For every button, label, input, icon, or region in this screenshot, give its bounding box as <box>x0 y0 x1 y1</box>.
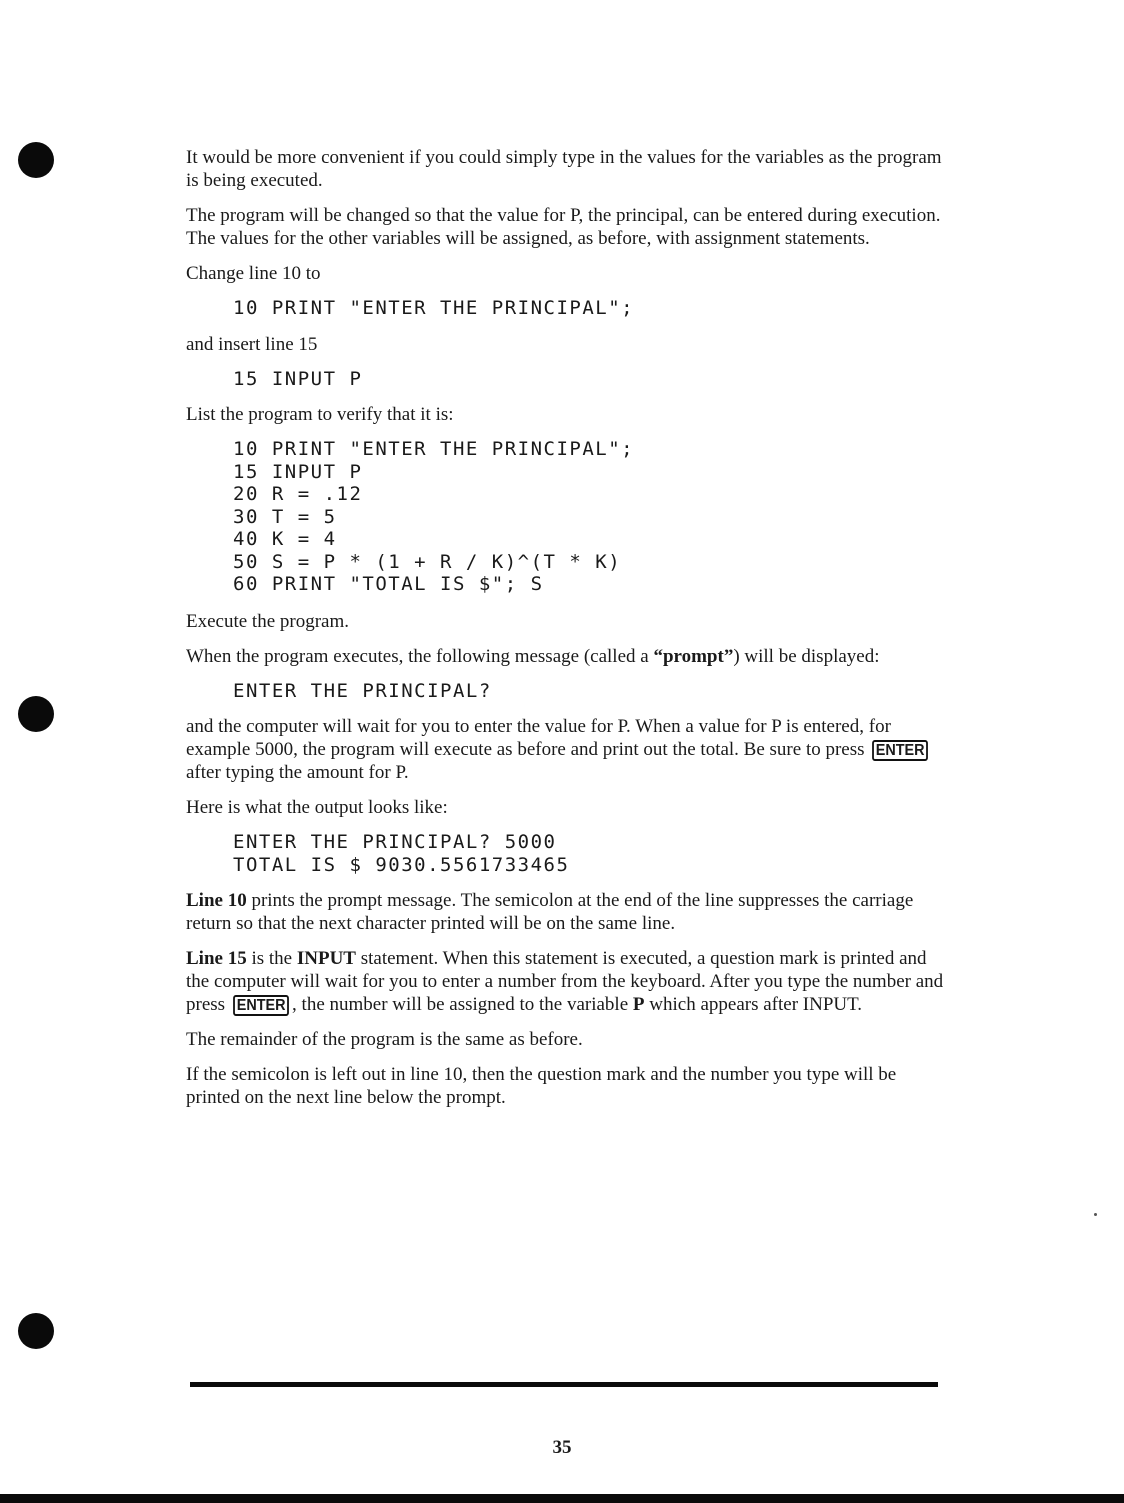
paragraph-change-program: The program will be changed so that the value for P, the principal, can be entered during execution. The values for the other variables will be assigned, as before, with assignment statements. <box>186 205 941 249</box>
paragraph-intro: It would be more convenient if you could simply type in the values for the variables as the program is being executed. <box>186 147 942 191</box>
wait-text-before: and the computer will wait for you to enter the value for P. When a value for P is entered, for example 5000, the program will execute as before and print out the total. Be sure to press <box>186 716 891 760</box>
line15-label: Line 15 <box>186 948 247 969</box>
line15-text-4: which appears after INPUT. <box>644 994 863 1015</box>
code-line-15: 15 INPUT P <box>233 367 363 390</box>
footer-rule <box>190 1382 938 1387</box>
code-output: ENTER THE PRINCIPAL? 5000 TOTAL IS $ 9030.5561733465 <box>233 831 570 876</box>
wait-text-after: after typing the amount for P. <box>186 762 409 783</box>
paragraph-line15-explanation <box>186 947 946 1016</box>
paragraph-semicolon-note: If the semicolon is left out in line 10, then the question mark and the number you type will be printed on the next line below the prompt. <box>186 1064 897 1108</box>
line15-text-3: , the number will be assigned to the variable <box>292 994 633 1015</box>
page-content <box>186 146 946 1109</box>
scan-speck <box>1094 1213 1097 1216</box>
enter-key-icon: ENTER <box>233 995 289 1016</box>
prompt-text-after: ) will be displayed: <box>733 645 880 667</box>
paragraph-list-program: List the program to verify that it is: <box>186 404 454 425</box>
code-line-10: 10 PRINT "ENTER THE PRINCIPAL"; <box>233 297 635 319</box>
paragraph-line10-explanation <box>186 889 946 935</box>
line10-text: prints the prompt message. The semicolon at the end of the line suppresses the carriage return so that the next character printed will be on the same line. <box>186 890 914 934</box>
input-keyword: INPUT <box>296 948 356 969</box>
prompt-text-before: When the program executes, the following message (called a <box>186 645 654 667</box>
scan-bottom-edge <box>0 1494 1124 1503</box>
paragraph-output-intro: Here is what the output looks like: <box>186 797 448 818</box>
binder-hole-bottom <box>18 1313 54 1349</box>
enter-key-icon: ENTER <box>872 740 928 761</box>
binder-hole-top <box>18 142 54 178</box>
paragraph-wait-for-input <box>186 715 946 784</box>
line15-text-2: statement. When this statement is executed, a question mark is printed and the computer will wait for you to enter a number from the keyboard. After you type the number and press <box>186 948 944 1015</box>
line15-text-1: is the <box>246 948 297 969</box>
code-prompt: ENTER THE PRINCIPAL? <box>233 679 492 702</box>
paragraph-remainder: The remainder of the program is the same as before. <box>186 1029 583 1050</box>
prompt-term: “prompt” <box>653 645 734 667</box>
page-number: 35 <box>552 1437 572 1458</box>
line10-label: Line 10 <box>186 890 247 911</box>
code-listing: 10 PRINT "ENTER THE PRINCIPAL"; 15 INPUT P 20 R = .12 30 T = 5 40 K = 4 50 S = P * (1 + R / K)^(T * K) 60 PRINT "TOTAL IS $"; S <box>233 438 635 595</box>
binder-hole-middle <box>18 696 54 732</box>
paragraph-insert-line: and insert line 15 <box>186 333 318 355</box>
paragraph-prompt-intro <box>186 645 946 668</box>
paragraph-change-line: Change line 10 to <box>186 263 321 284</box>
variable-p: P <box>632 994 645 1015</box>
paragraph-execute: Execute the program. <box>186 610 350 632</box>
